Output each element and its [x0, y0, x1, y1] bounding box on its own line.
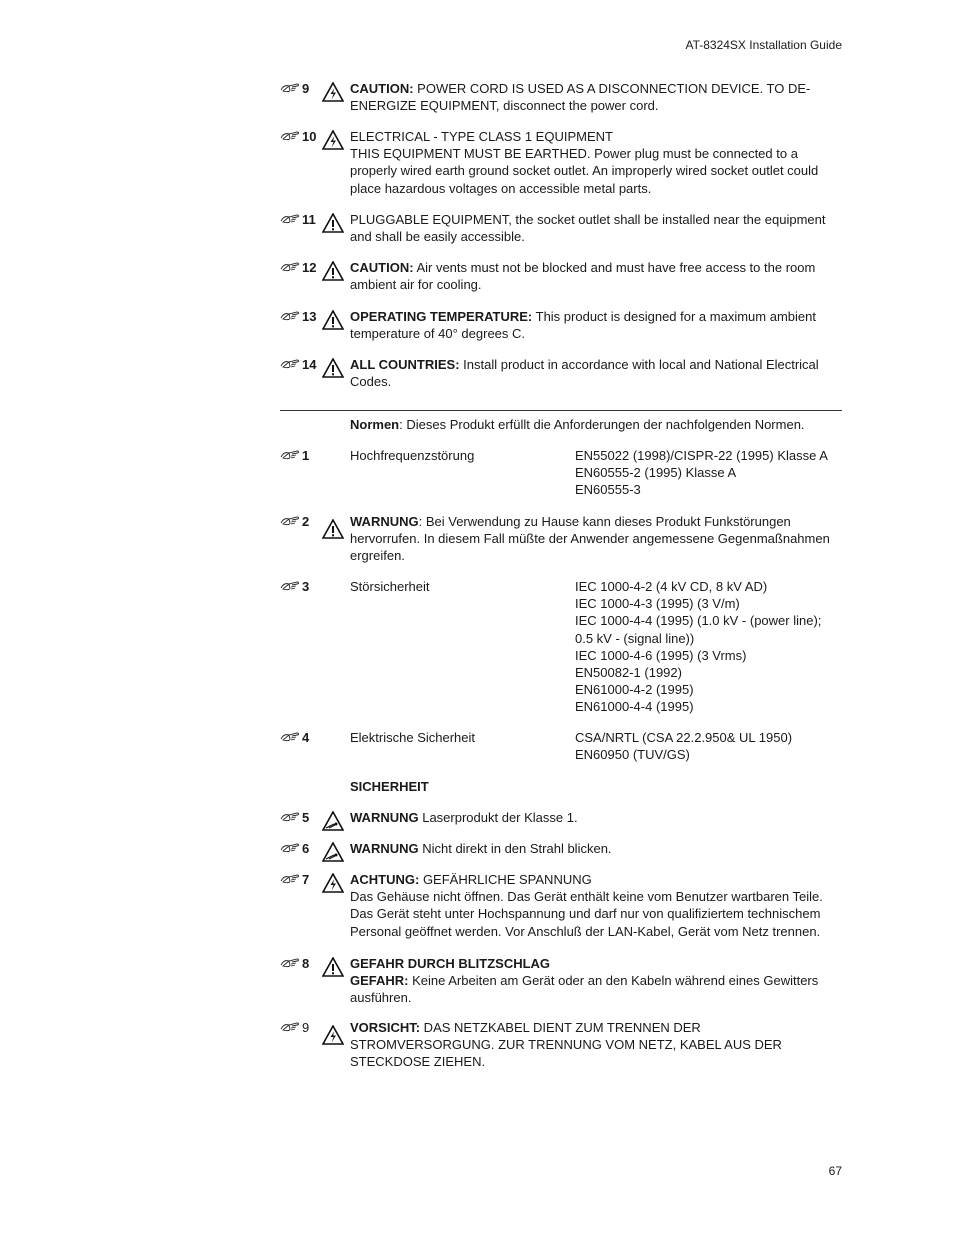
- item-text: WARNUNG: Bei Verwendung zu Hause kann dieses Produkt Funkstörungen hervorrufen. In diesem Fall müßte der Anwender angemessene Gegenmaßnahmen ergreifen.: [350, 514, 830, 564]
- electrical-warning-icon: [322, 130, 344, 150]
- pointing-hand-icon: [280, 579, 300, 591]
- list-item-de-6: [280, 840, 845, 862]
- caution-icon: [322, 213, 344, 233]
- section-heading-sicherheit: SICHERHEIT: [350, 779, 429, 794]
- item-number: 9: [302, 81, 310, 96]
- item-text: CAUTION: Air vents must not be blocked and must have free access to the room ambient air for cooling.: [350, 260, 816, 293]
- german-intro: Normen: Dieses Produkt erfüllt die Anforderungen der nachfolgenden Normen.: [350, 417, 805, 432]
- item-number: 10: [302, 129, 317, 144]
- list-item-de-5: [280, 809, 845, 831]
- item-number: 14: [302, 357, 317, 372]
- list-item-en-12: [280, 259, 845, 295]
- pointing-hand-icon: [280, 810, 300, 822]
- list-item-de-1: [280, 447, 845, 501]
- section-divider: [280, 410, 842, 411]
- item-text: ALL COUNTRIES: Install product in accordance with local and National Electrical Codes.: [350, 357, 819, 390]
- electrical-warning-icon: [322, 873, 344, 893]
- pointing-hand-icon: [280, 956, 300, 968]
- pointing-hand-icon: [280, 309, 300, 321]
- pointing-hand-icon: [280, 260, 300, 272]
- item-text: ACHTUNG: GEFÄHRLICHE SPANNUNG Das Gehäuse nicht öffnen. Das Gerät enthält keine vom Benutzer wartbaren Teile. Das Gerät steht unter Hochspannung und darf nur von qualifiziertem technischem Personal geöffnet werden. Vor Anschluß der LAN-Kabel, Gerät vom Netz trennen.: [350, 872, 823, 939]
- list-item-en-11: [280, 211, 845, 247]
- list-item-de-3: [280, 578, 845, 718]
- item-number: 8: [302, 956, 310, 971]
- running-header: AT-8324SX Installation Guide: [685, 38, 842, 52]
- item-number: 4: [302, 730, 310, 745]
- item-number: 5: [302, 810, 310, 825]
- item-text: VORSICHT: DAS NETZKABEL DIENT ZUM TRENNEN DER STROMVERSORGUNG. ZUR TRENNUNG VOM NETZ, KABEL AUS DER STECKDOSE ZIEHEN.: [350, 1020, 782, 1070]
- caution-icon: [322, 519, 344, 539]
- pointing-hand-icon: [280, 730, 300, 742]
- page-number: 67: [828, 1164, 842, 1178]
- pointing-hand-icon: [280, 357, 300, 369]
- item-text: GEFAHR DURCH BLITZSCHLAG GEFAHR: Keine Arbeiten am Gerät oder an den Kabeln während eines Gewitters ausführen.: [350, 956, 819, 1006]
- item-number: 11: [302, 212, 316, 227]
- caution-icon: [322, 358, 344, 378]
- caution-icon: [322, 261, 344, 281]
- item-text: CAUTION: POWER CORD IS USED AS A DISCONNECTION DEVICE. TO DE-ENERGIZE EQUIPMENT, disconnect the power cord.: [350, 81, 811, 114]
- caution-icon: [322, 310, 344, 330]
- pointing-hand-icon: [280, 81, 300, 93]
- item-number: 3: [302, 579, 310, 594]
- pointing-hand-icon: [280, 514, 300, 526]
- list-item-de-4: [280, 729, 845, 765]
- pointing-hand-icon: [280, 872, 300, 884]
- item-text: PLUGGABLE EQUIPMENT, the socket outlet shall be installed near the equipment and shall be easily accessible.: [350, 212, 826, 245]
- item-label: Störsicherheit: [350, 579, 430, 594]
- pointing-hand-icon: [280, 212, 300, 224]
- item-number: 7: [302, 872, 310, 887]
- list-item-en-14: [280, 356, 845, 392]
- list-item-de-8: [280, 955, 845, 1009]
- laser-warning-icon: [322, 811, 344, 831]
- item-number: 1: [302, 448, 310, 463]
- pointing-hand-icon: [280, 1020, 300, 1032]
- item-number: 2: [302, 514, 310, 529]
- standards-list: EN55022 (1998)/CISPR-22 (1995) Klasse A EN60555-2 (1995) Klasse A EN60555-3: [575, 448, 828, 498]
- item-text: WARNUNG Laserprodukt der Klasse 1.: [350, 810, 578, 825]
- item-bold-label: CAUTION:: [350, 81, 414, 96]
- electrical-warning-icon: [322, 1025, 344, 1045]
- standards-list: IEC 1000-4-2 (4 kV CD, 8 kV AD) IEC 1000-4-3 (1995) (3 V/m) IEC 1000-4-4 (1995) (1.0 kV - (power line); 0.5 kV - (signal line)) IEC 1000-4-6 (1995) (3 Vrms) EN50082-1 (1992) EN61000-4-2 (1995) EN61000-4-4 (1995): [575, 579, 822, 715]
- list-item-en-13: [280, 308, 845, 344]
- item-number: 6: [302, 841, 310, 856]
- item-number: 9: [302, 1020, 310, 1035]
- pointing-hand-icon: [280, 448, 300, 460]
- electrical-warning-icon: [322, 82, 344, 102]
- pointing-hand-icon: [280, 841, 300, 853]
- list-item-de-7: [280, 871, 845, 943]
- list-item-de-2: [280, 513, 845, 567]
- item-label: Hochfrequenzstörung: [350, 448, 475, 463]
- item-number: 13: [302, 309, 317, 324]
- item-text: OPERATING TEMPERATURE: This product is designed for a maximum ambient temperature of 40° degrees C.: [350, 309, 816, 342]
- item-text: WARNUNG Nicht direkt in den Strahl blicken.: [350, 841, 612, 856]
- standards-list: CSA/NRTL (CSA 22.2.950& UL 1950) EN60950 (TUV/GS): [575, 730, 793, 763]
- item-label: Elektrische Sicherheit: [350, 730, 475, 745]
- item-number: 12: [302, 260, 317, 275]
- caution-icon: [322, 957, 344, 977]
- pointing-hand-icon: [280, 129, 300, 141]
- laser-warning-icon: [322, 842, 344, 862]
- list-item-en-10: [280, 128, 845, 200]
- list-item-de-9: [280, 1019, 845, 1070]
- list-item-en-9: [280, 80, 845, 116]
- item-text: ELECTRICAL - TYPE CLASS 1 EQUIPMENT THIS EQUIPMENT MUST BE EARTHED. Power plug must be connected to a properly wired earth ground socket outlet. An improperly wired socket outlet could place hazardous voltages on accessible metal parts.: [350, 129, 819, 196]
